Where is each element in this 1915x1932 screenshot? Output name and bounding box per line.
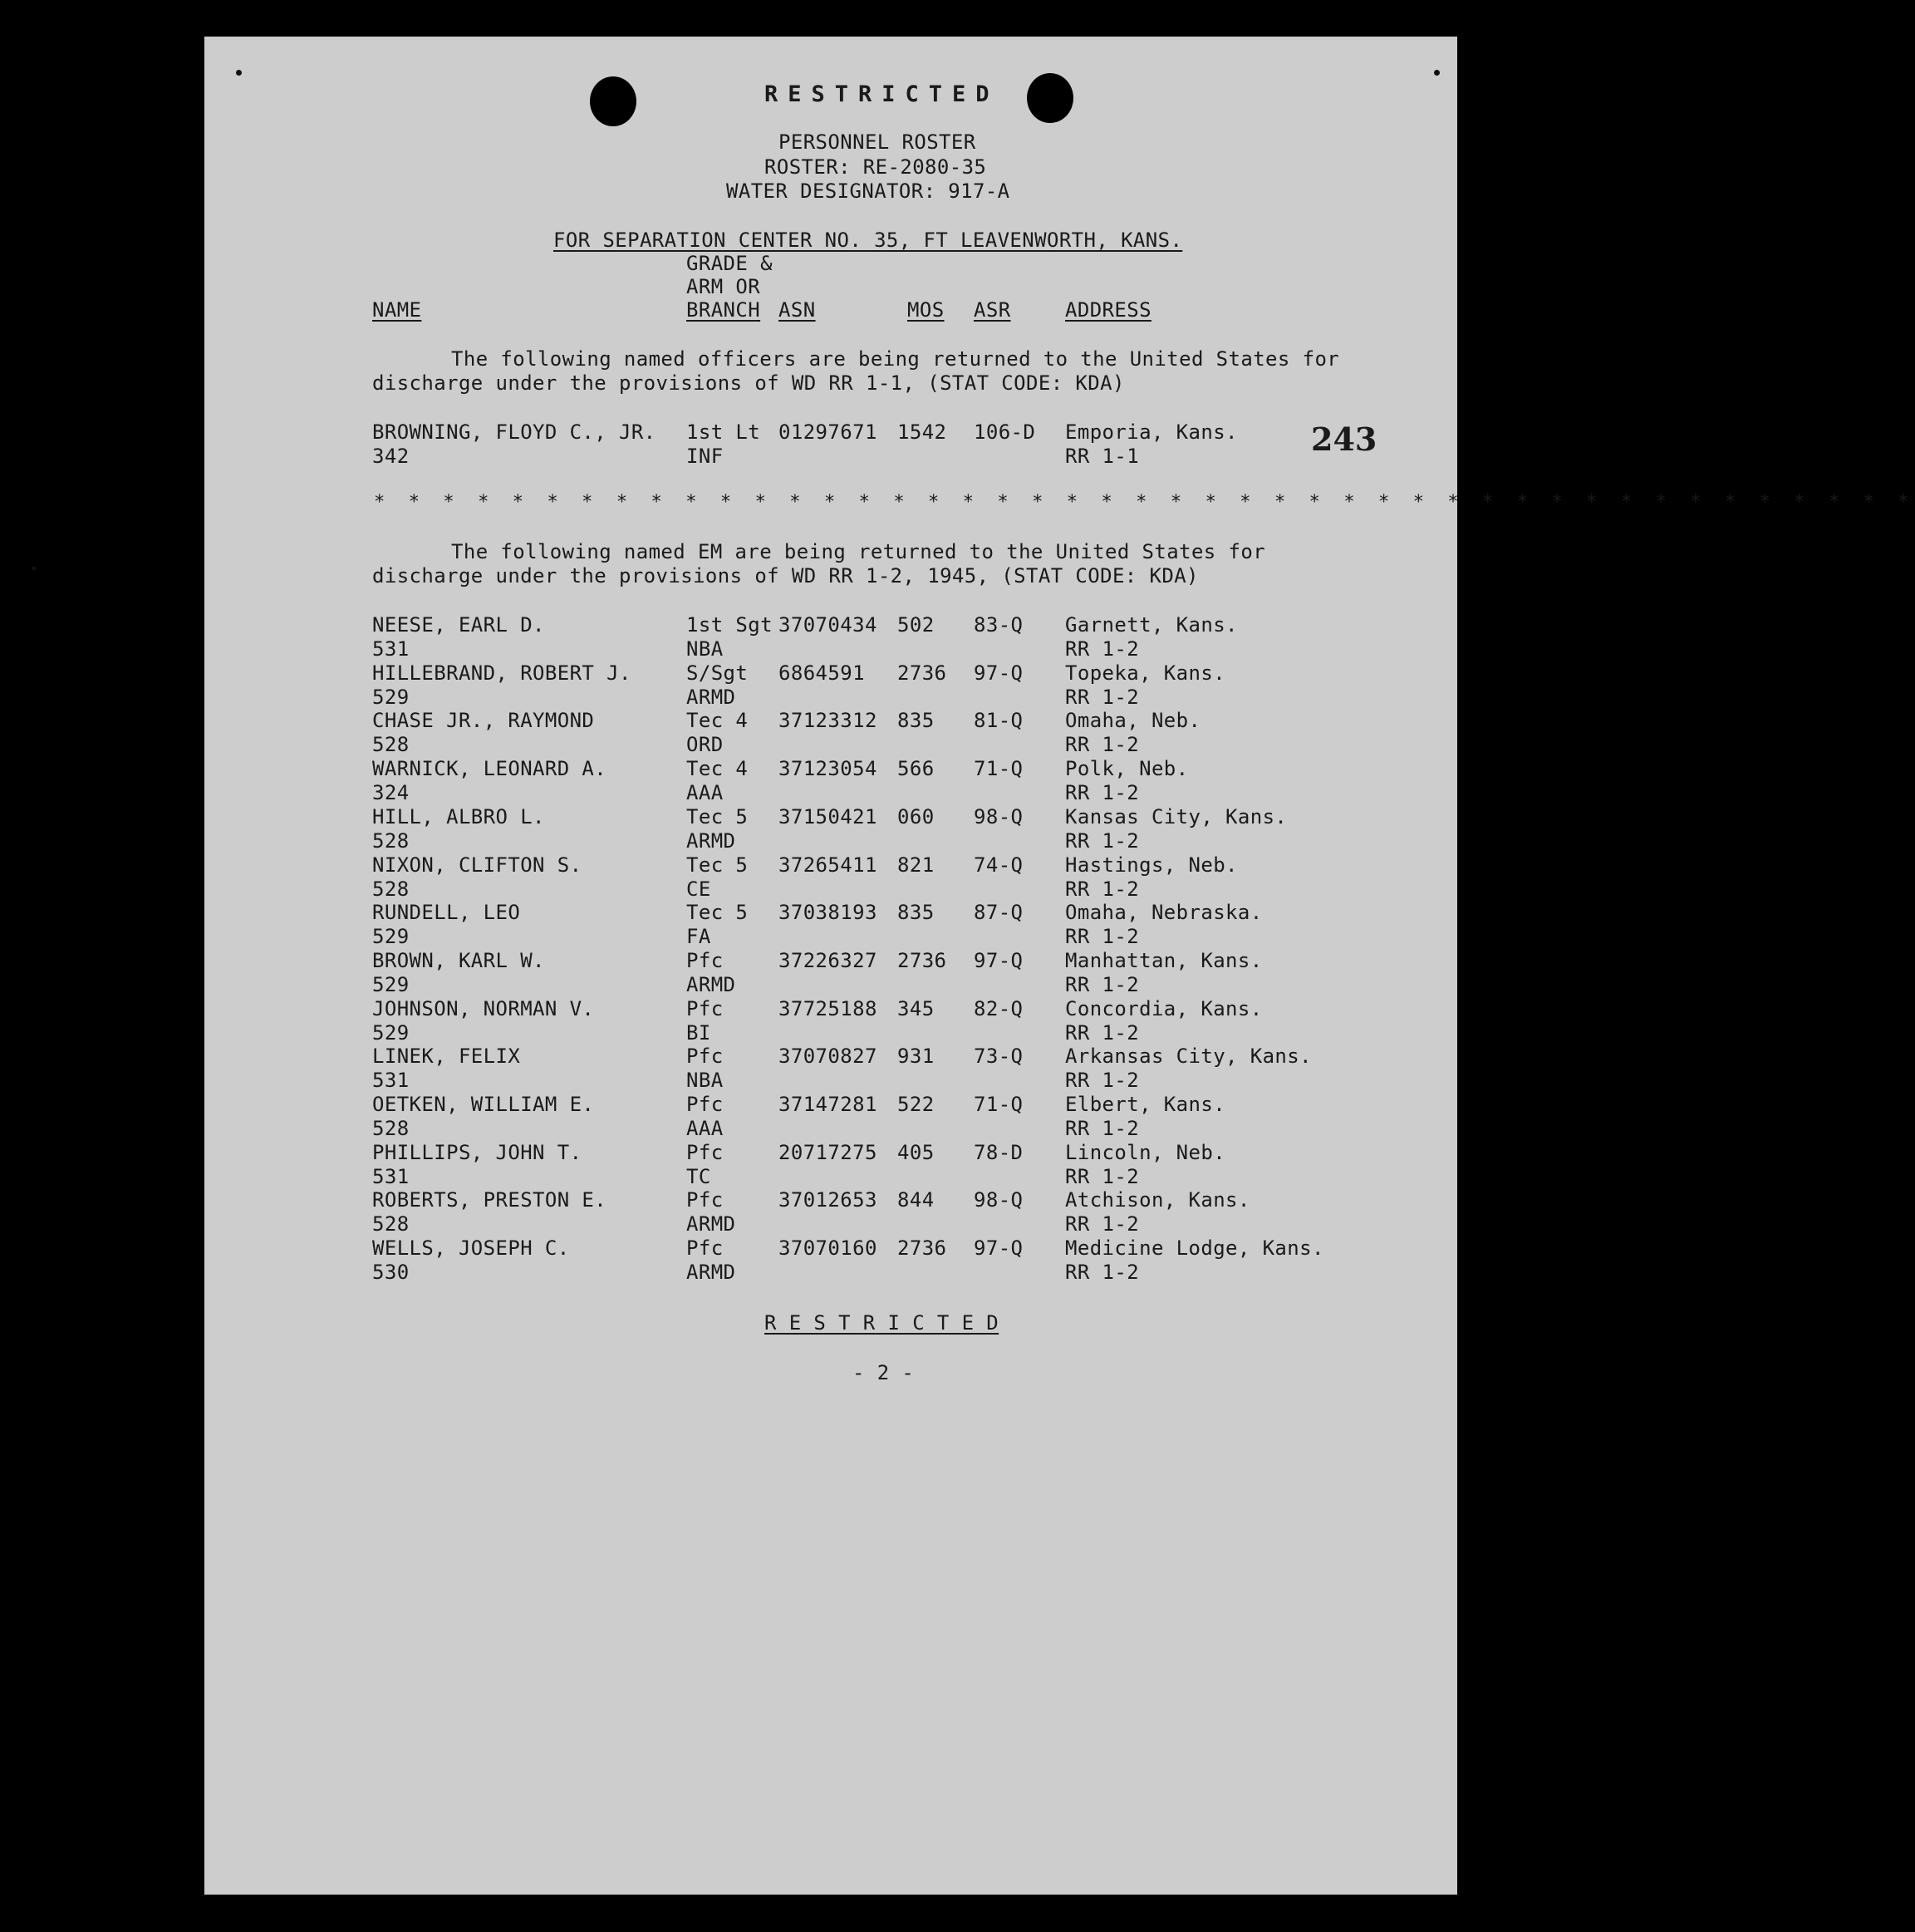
person-asr: 82-Q [974, 996, 1024, 1020]
person-asr: 97-Q [974, 1236, 1024, 1261]
person-address: Medicine Lodge, Kans. [1065, 1236, 1324, 1261]
person-name: OETKEN, WILLIAM E. [372, 1093, 595, 1116]
person-rr: RR 1-2 [1065, 1117, 1140, 1140]
margin-dot [32, 567, 37, 570]
person-asr: 78-D [974, 1140, 1024, 1164]
em-intro: The following named EM are being returned to the United States for [451, 540, 1266, 563]
person-asn: 37070160 [778, 1236, 877, 1261]
person-address: Omaha, Neb. [1065, 709, 1201, 733]
person-code: 528 [372, 1212, 410, 1236]
person-mos: 931 [897, 1045, 935, 1069]
person-name: BROWN, KARL W. [372, 948, 545, 972]
person-mos: 405 [897, 1140, 935, 1164]
person-asn: 37123312 [778, 709, 877, 733]
person-code: 529 [372, 1020, 410, 1045]
person-code: 529 [372, 925, 410, 949]
person-address: Atchison, Kans. [1065, 1188, 1250, 1212]
person-grade: Tec 5 [686, 901, 749, 925]
person-rr: RR 1-2 [1065, 828, 1140, 853]
person-asr: 97-Q [974, 661, 1024, 685]
person-code: 530 [372, 1261, 410, 1285]
person-asn: 01297671 [778, 420, 877, 444]
person-asr: 98-Q [974, 804, 1024, 828]
person-grade: Pfc [686, 1188, 724, 1212]
person-asn: 37070827 [778, 1045, 877, 1069]
person-mos: 566 [897, 757, 935, 781]
person-code: 528 [372, 733, 410, 757]
person-branch: BI [686, 1020, 711, 1045]
person-rr: RR 1-2 [1065, 685, 1140, 709]
person-code: 324 [372, 781, 410, 805]
document-number: 243 [1311, 420, 1377, 458]
person-rr: RR 1-2 [1065, 1261, 1140, 1285]
person-rr: RR 1-2 [1065, 925, 1140, 949]
person-rr: RR 1-2 [1065, 781, 1140, 805]
person-rr: RR 1-2 [1065, 1212, 1140, 1236]
column-header-grade: GRADE & [686, 252, 773, 275]
person-branch: ARMD [686, 1261, 736, 1285]
person-branch: ARMD [686, 972, 736, 996]
person-grade: Pfc [686, 948, 724, 972]
column-header-name: NAME [372, 298, 422, 322]
person-mos: 060 [897, 804, 935, 828]
person-code: 529 [372, 685, 410, 709]
person-grade: Tec 4 [686, 757, 749, 781]
column-header-asr: ASR [974, 298, 1011, 322]
person-rr: RR 1-2 [1065, 1020, 1140, 1045]
person-code: 529 [372, 972, 410, 996]
person-mos: 2736 [897, 661, 947, 685]
roster-number: ROSTER: RE-2080-35 [764, 155, 987, 179]
water-designator: WATER DESIGNATOR: 917-A [726, 179, 1010, 203]
person-branch: AAA [686, 781, 724, 805]
column-header-asn: ASN [778, 298, 816, 322]
person-code: 528 [372, 1117, 410, 1140]
person-address: Arkansas City, Kans. [1065, 1045, 1312, 1069]
person-code: 528 [372, 828, 410, 853]
person-grade: 1st Lt [686, 420, 761, 444]
person-grade: Pfc [686, 1140, 724, 1164]
person-rr: RR 1-2 [1065, 972, 1140, 996]
person-rr: RR 1-1 [1065, 445, 1140, 468]
person-mos: 522 [897, 1093, 935, 1116]
column-header-branch: BRANCH [686, 298, 761, 322]
column-header-mos: MOS [907, 298, 945, 322]
person-branch: ORD [686, 733, 724, 757]
person-asn: 37265411 [778, 853, 877, 877]
person-grade: Pfc [686, 1236, 724, 1261]
person-asn: 6864591 [778, 661, 865, 685]
person-rr: RR 1-2 [1065, 877, 1140, 901]
person-mos: 2736 [897, 948, 947, 972]
person-name: WELLS, JOSEPH C. [372, 1236, 570, 1261]
person-asr: 73-Q [974, 1045, 1024, 1069]
person-code: 531 [372, 1164, 410, 1188]
person-asn: 37123054 [778, 757, 877, 781]
person-branch: ARMD [686, 1212, 736, 1236]
em-intro-2: discharge under the provisions of WD RR 1-2, 1945, (STAT CODE: KDA) [372, 564, 1199, 587]
person-grade: Tec 5 [686, 804, 749, 828]
officers-intro: The following named officers are being returned to the United States for [451, 347, 1340, 371]
person-asn: 37012653 [778, 1188, 877, 1212]
person-name: WARNICK, LEONARD A. [372, 757, 607, 781]
person-code: 528 [372, 877, 410, 901]
person-grade: Tec 4 [686, 709, 749, 733]
separation-center: FOR SEPARATION CENTER NO. 35, FT LEAVENWORTH, KANS. [553, 229, 1183, 252]
person-address: Hastings, Neb. [1065, 853, 1238, 877]
person-branch: ARMD [686, 685, 736, 709]
person-address: Topeka, Kans. [1065, 661, 1226, 685]
person-rr: RR 1-2 [1065, 733, 1140, 757]
person-mos: 835 [897, 901, 935, 925]
person-grade: Pfc [686, 1093, 724, 1116]
person-asn: 37150421 [778, 804, 877, 828]
person-asr: 74-Q [974, 853, 1024, 877]
person-grade: Pfc [686, 996, 724, 1020]
person-name: ROBERTS, PRESTON E. [372, 1188, 607, 1212]
column-header-arm: ARM OR [686, 275, 761, 298]
person-asr: 98-Q [974, 1188, 1024, 1212]
punch-hole [590, 76, 636, 126]
person-branch: FA [686, 925, 711, 949]
person-mos: 502 [897, 613, 935, 637]
person-name: BROWNING, FLOYD C., JR. [372, 420, 656, 444]
person-address: Kansas City, Kans. [1065, 804, 1288, 828]
person-name: LINEK, FELIX [372, 1045, 521, 1069]
person-address: Omaha, Nebraska. [1065, 901, 1263, 925]
person-asr: 71-Q [974, 1093, 1024, 1116]
restricted-footer: R E S T R I C T E D [764, 1311, 999, 1335]
person-grade: S/Sgt [686, 661, 749, 685]
person-branch: NBA [686, 1069, 724, 1093]
person-rr: RR 1-2 [1065, 1069, 1140, 1093]
person-address: Lincoln, Neb. [1065, 1140, 1226, 1164]
person-asn: 20717275 [778, 1140, 877, 1164]
person-asn: 37226327 [778, 948, 877, 972]
person-branch: CE [686, 877, 711, 901]
person-asr: 87-Q [974, 901, 1024, 925]
person-code: 342 [372, 445, 410, 468]
person-address: Garnett, Kans. [1065, 613, 1238, 637]
person-address: Elbert, Kans. [1065, 1093, 1226, 1116]
restricted-header: RESTRICTED [764, 81, 999, 107]
punch-hole [1027, 73, 1073, 123]
person-rr: RR 1-2 [1065, 637, 1140, 661]
person-asr: 81-Q [974, 709, 1024, 733]
person-branch: TC [686, 1164, 711, 1188]
person-code: 531 [372, 1069, 410, 1093]
person-asr: 97-Q [974, 948, 1024, 972]
page-number: - 2 - [852, 1361, 915, 1384]
roster-title: PERSONNEL ROSTER [778, 130, 976, 154]
person-asr: 106-D [974, 420, 1036, 444]
person-asn: 37725188 [778, 996, 877, 1020]
person-asn: 37070434 [778, 613, 877, 637]
person-address: Emporia, Kans. [1065, 420, 1238, 444]
person-name: NIXON, CLIFTON S. [372, 853, 582, 877]
person-asr: 83-Q [974, 613, 1024, 637]
person-asn: 37147281 [778, 1093, 877, 1116]
person-mos: 2736 [897, 1236, 947, 1261]
person-address: Polk, Neb. [1065, 757, 1189, 781]
person-mos: 821 [897, 853, 935, 877]
person-grade: 1st Sgt [686, 613, 773, 637]
person-grade: Tec 5 [686, 853, 749, 877]
person-branch: ARMD [686, 828, 736, 853]
column-header-address: ADDRESS [1065, 298, 1151, 322]
person-name: HILLEBRAND, ROBERT J. [372, 661, 631, 685]
person-name: PHILLIPS, JOHN T. [372, 1140, 582, 1164]
person-code: 531 [372, 637, 410, 661]
person-mos: 345 [897, 996, 935, 1020]
person-address: Concordia, Kans. [1065, 996, 1263, 1020]
person-name: JOHNSON, NORMAN V. [372, 996, 595, 1020]
person-address: Manhattan, Kans. [1065, 948, 1263, 972]
margin-dot [1434, 70, 1440, 76]
person-name: NEESE, EARL D. [372, 613, 545, 637]
person-name: HILL, ALBRO L. [372, 804, 545, 828]
person-mos: 844 [897, 1188, 935, 1212]
person-branch: NBA [686, 637, 724, 661]
person-branch: AAA [686, 1117, 724, 1140]
person-branch: INF [686, 445, 724, 468]
person-asr: 71-Q [974, 757, 1024, 781]
person-name: RUNDELL, LEO [372, 901, 521, 925]
person-grade: Pfc [686, 1045, 724, 1069]
person-name: CHASE JR., RAYMOND [372, 709, 595, 733]
officers-intro-2: discharge under the provisions of WD RR 1-1, (STAT CODE: KDA) [372, 371, 1125, 395]
person-mos: 835 [897, 709, 935, 733]
person-asn: 37038193 [778, 901, 877, 925]
margin-dot [236, 70, 242, 76]
person-mos: 1542 [897, 420, 947, 444]
separator: * * * * * * * * * * * * * * * * * * * * * * * * * * * * * * * * * * * * * * * * * * * * * [374, 492, 1915, 513]
person-rr: RR 1-2 [1065, 1164, 1140, 1188]
